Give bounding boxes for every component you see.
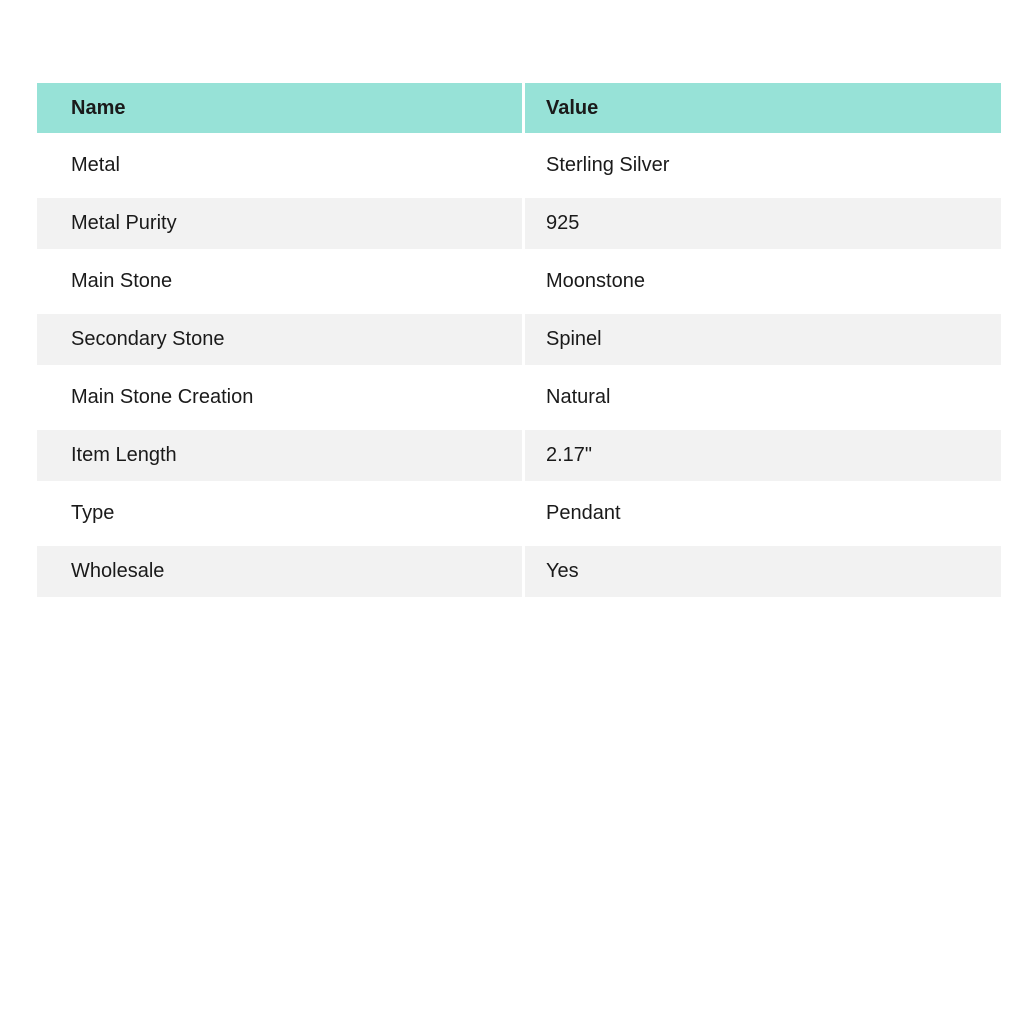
table-row — [37, 481, 1001, 539]
attribute-name-cell: Wholesale — [37, 539, 525, 597]
attribute-value-cell: Sterling Silver — [525, 133, 1001, 191]
attribute-value-cell: 2.17" — [525, 423, 1001, 481]
attribute-name-cell: Secondary Stone — [37, 307, 525, 365]
attribute-value-cell: Yes — [525, 539, 1001, 597]
table-row — [37, 365, 1001, 423]
attribute-name-cell: Type — [37, 481, 525, 539]
table-row — [37, 307, 1001, 365]
attribute-name-cell: Main Stone Creation — [37, 365, 525, 423]
attribute-name-cell: Main Stone — [37, 249, 525, 307]
table-header — [37, 83, 1001, 133]
table-row — [37, 133, 1001, 191]
column-header-name: Name — [37, 83, 525, 133]
attribute-name-cell: Metal — [37, 133, 525, 191]
attribute-name-cell: Item Length — [37, 423, 525, 481]
table-row — [37, 423, 1001, 481]
attribute-value-cell: Spinel — [525, 307, 1001, 365]
attribute-value-cell: Natural — [525, 365, 1001, 423]
attribute-value-cell: Moonstone — [525, 249, 1001, 307]
attribute-value-cell: Pendant — [525, 481, 1001, 539]
column-header-value: Value — [525, 83, 1001, 133]
table-row — [37, 249, 1001, 307]
item-specifics-table — [37, 83, 1001, 597]
attribute-name-cell: Metal Purity — [37, 191, 525, 249]
table-body — [37, 133, 1001, 597]
attribute-value-cell: 925 — [525, 191, 1001, 249]
header-row — [37, 83, 1001, 133]
table-row — [37, 191, 1001, 249]
table-row — [37, 539, 1001, 597]
